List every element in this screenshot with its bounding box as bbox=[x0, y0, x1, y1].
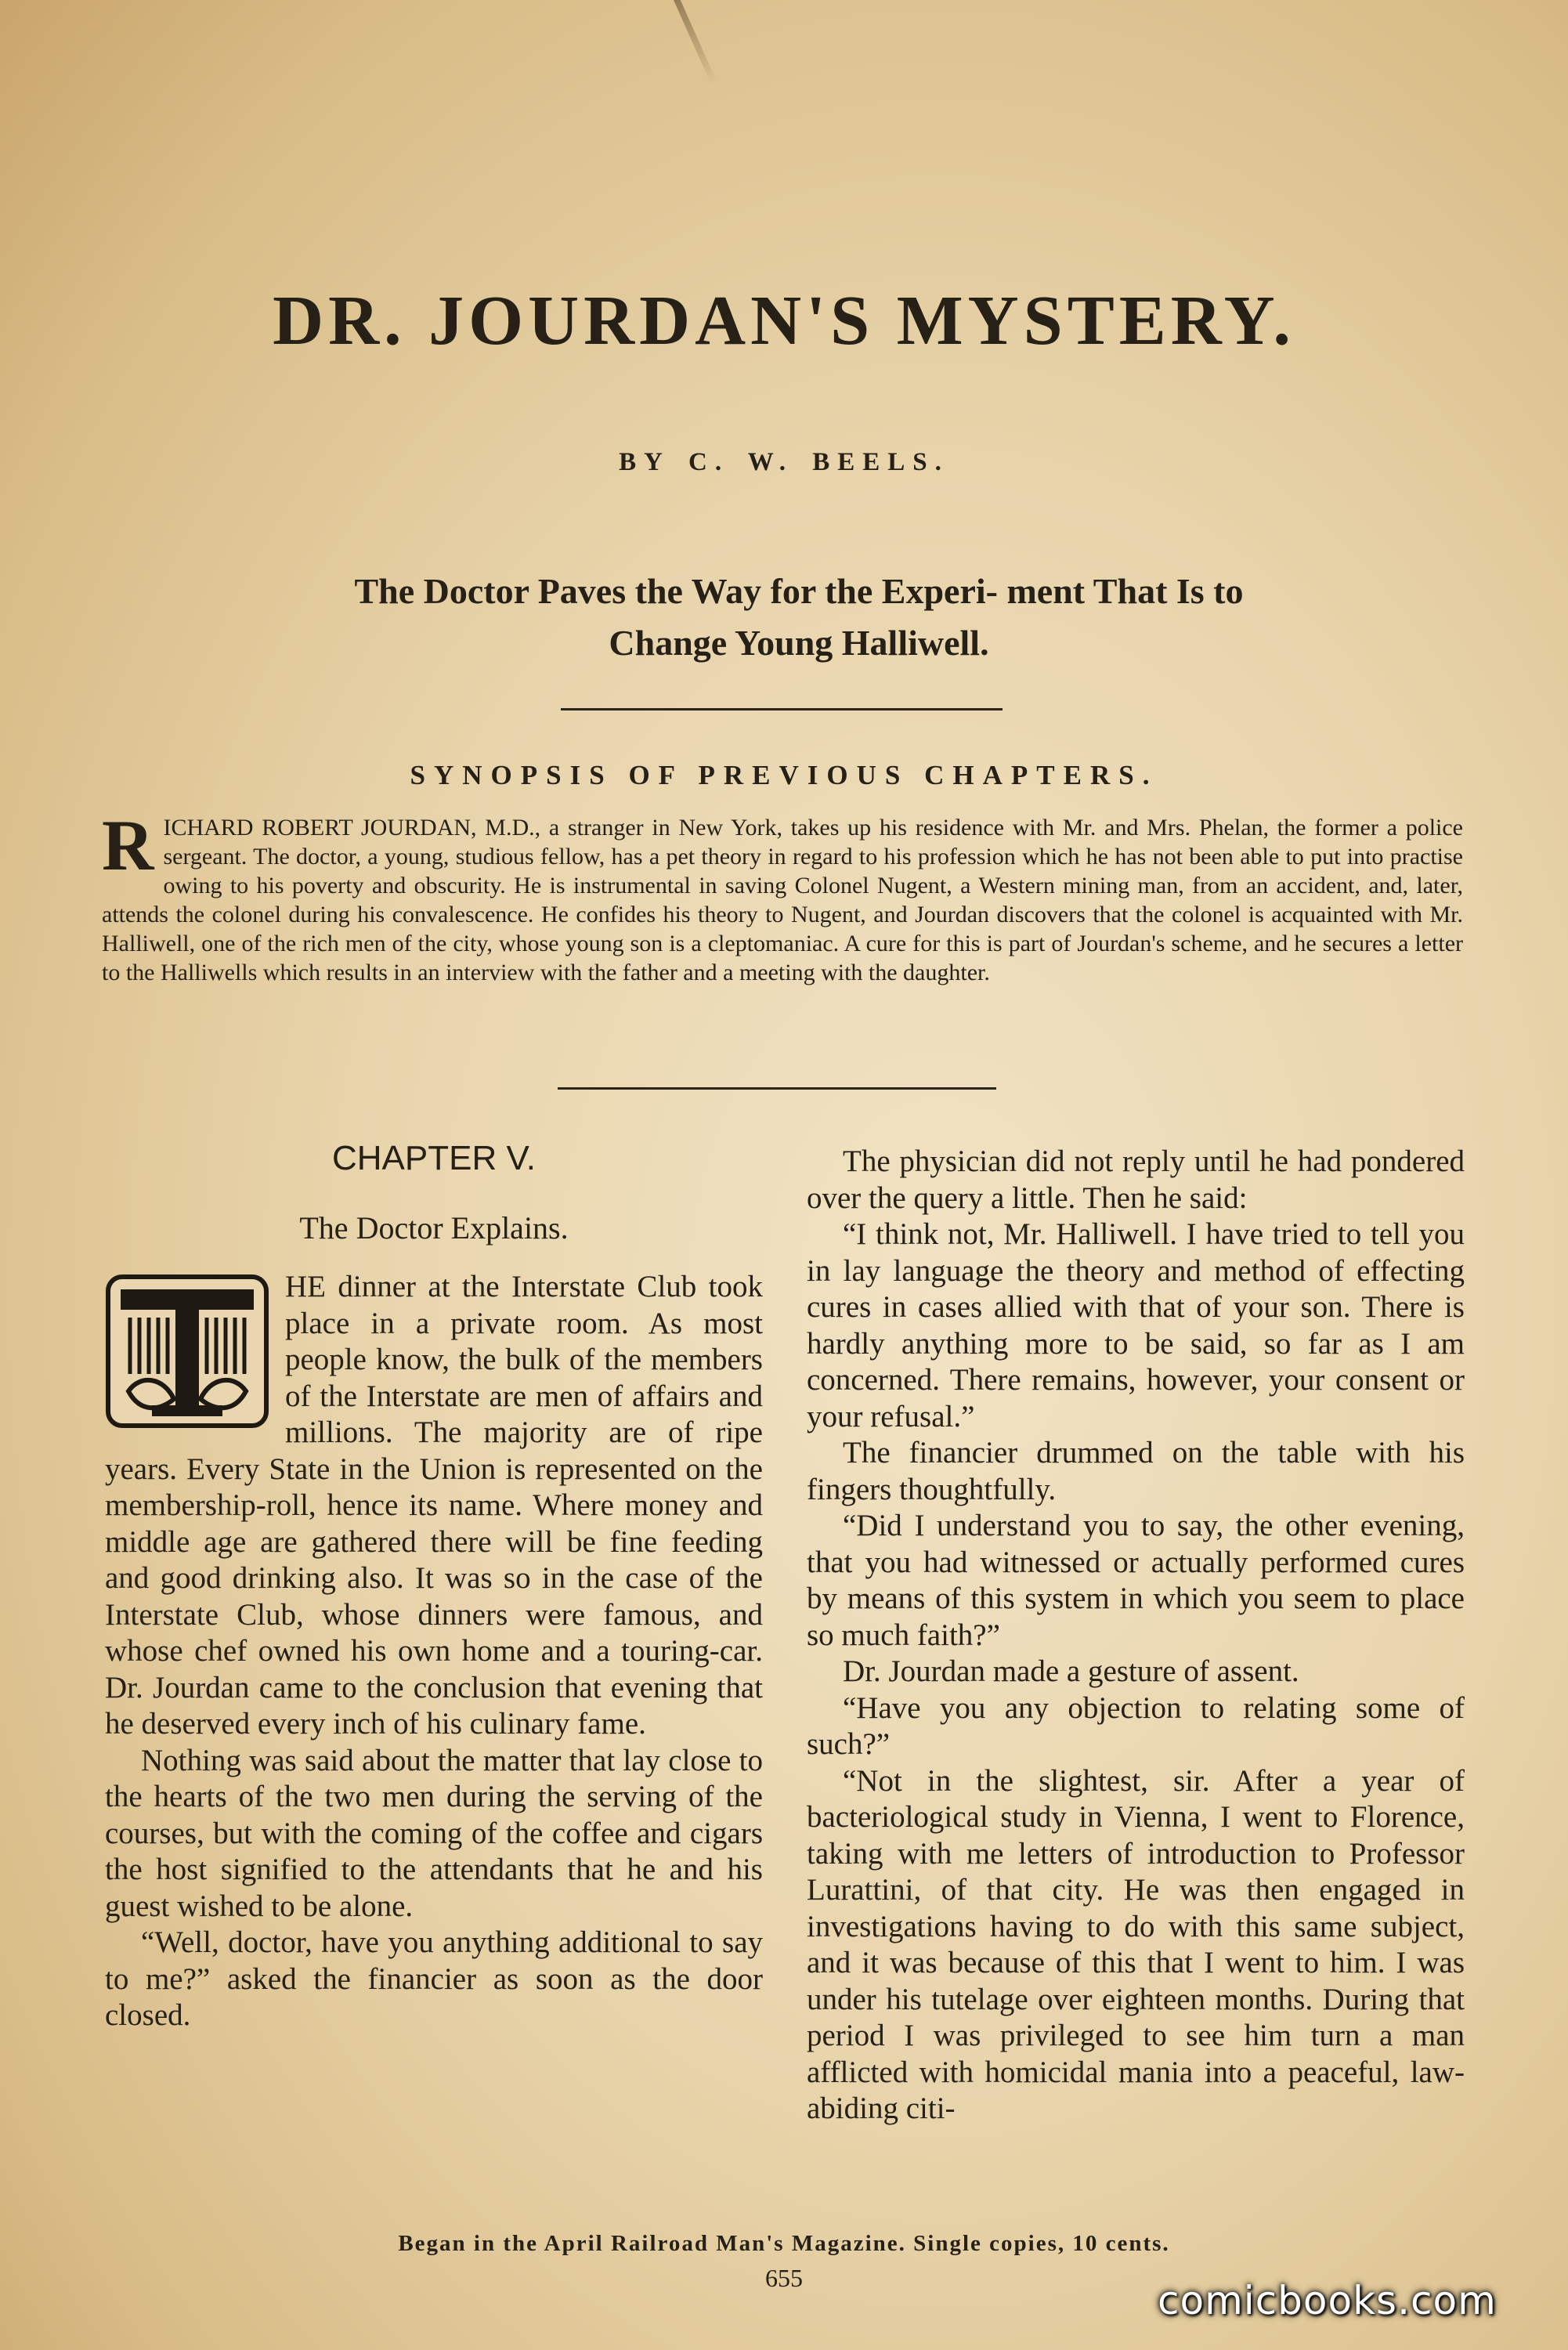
page-number: 655 bbox=[765, 2264, 803, 2292]
watermark-logo: comicbooks.com bbox=[1158, 2278, 1497, 2323]
story-title: DR. JOURDAN'S MYSTERY. bbox=[273, 282, 1295, 360]
paragraph: The physician did not reply until he had pondered over the query a little. Then he said: bbox=[807, 1144, 1465, 1215]
chapter-subtitle: The Doctor Explains. bbox=[299, 1210, 569, 1246]
paragraph: “Well, doctor, have you anything additional to say to me?” asked the financier as soon as the door closed. bbox=[105, 1925, 763, 2032]
byline: BY C. W. BEELS. bbox=[619, 448, 949, 476]
column-left bbox=[105, 1136, 763, 2034]
paragraph: HE dinner at the Interstate Club took place in a private room. As most people know, the bulk of the members of the Interstate are men of affairs and millions. The majority are of ripe years. Every State in the Union is represented on the membership-roll, hence its name. Where money and middle age are gathered there will be fine feeding and good drinking also. It was so in the case of the Interstate Club, whose dinners were famous, and whose chef owned his own home and a touring-car. Dr. Jourdan came to the conclusion that evening that he deserved every inch of his culinary fame. bbox=[105, 1270, 763, 1741]
synopsis-body: ICHARD ROBERT JOURDAN, M.D., a stranger in New York, takes up his residence with Mr. and Mrs. Phelan, the former a police sergeant. The doctor, a young, studious fellow, has a pet theory in regard to his profession which he has not been able to put into practise owing to his poverty and obscurity. He is instrumental in saving Colonel Nugent, a Western mining man, from an accident, and, later, attends the colonel during his convalescence. He confides his theory to Nugent, and Jourdan discovers that the colonel is acquainted with Mr. Halliwell, one of the rich men of the city, whose young son is a cleptomaniac. A cure for this is part of Jourdan's scheme, and he secures a letter to the Halliwells which results in an interview with the father and a meeting with the daughter. bbox=[102, 815, 1463, 985]
page-crease bbox=[674, 0, 717, 86]
chapter-heading: CHAPTER V. bbox=[331, 1139, 536, 1177]
paragraph: Nothing was said about the matter that lay close to the hearts of the two men during the serving of the courses, but with the coming of the coffee and cigars the host signified to the attendants that he and his guest wished to be alone. bbox=[105, 1743, 763, 1923]
divider-rule-bottom bbox=[558, 1087, 996, 1090]
synopsis-text bbox=[102, 805, 1463, 987]
synopsis-drop-letter: R bbox=[102, 805, 154, 885]
paragraph: “Have you any objection to relating some of such?” bbox=[807, 1690, 1465, 1761]
subheadline: The Doctor Paves the Way for the Experi- ment That Is to Change Young Halliwell. bbox=[354, 571, 1244, 663]
paragraph: The financier drummed on the table with his fingers thoughtfully. bbox=[807, 1436, 1465, 1506]
paragraph: “Did I understand you to say, the other evening, that you had witnessed or actually performed cures by means of this system in which you seem to place so much faith?” bbox=[807, 1509, 1465, 1652]
paragraph: “Not in the slightest, sir. After a year of bacteriological study in Vienna, I went to Florence, taking with me letters of introduction to Professor Lurattini, of that city. He was then engaged in investigations having to do with this same subject, and it was because of this that I went to him. I was under his tutelage over eighteen months. During that period I was privileged to see him turn a man afflicted with homicidal mania into a peaceful, law-abiding citi- bbox=[807, 1763, 1465, 2125]
synopsis-heading: SYNOPSIS OF PREVIOUS CHAPTERS. bbox=[410, 760, 1158, 790]
drop-cap-letter: T bbox=[184, 1365, 190, 1374]
ornamental-drop-cap bbox=[105, 1274, 269, 1429]
paragraph: Dr. Jourdan made a gesture of assent. bbox=[843, 1654, 1299, 1688]
column-right bbox=[807, 1144, 1465, 2128]
paragraph: “I think not, Mr. Halliwell. I have tried to tell you in lay language the theory and method of effecting cures in cases allied with that of your son. There is hardly anything more to be said, so far as I am concerned. There remains, however, your consent or your refusal.” bbox=[807, 1217, 1465, 1434]
divider-rule-top bbox=[561, 708, 1003, 710]
footer-note: Began in the April Railroad Man's Magazine. Single copies, 10 cents. bbox=[398, 2231, 1170, 2256]
